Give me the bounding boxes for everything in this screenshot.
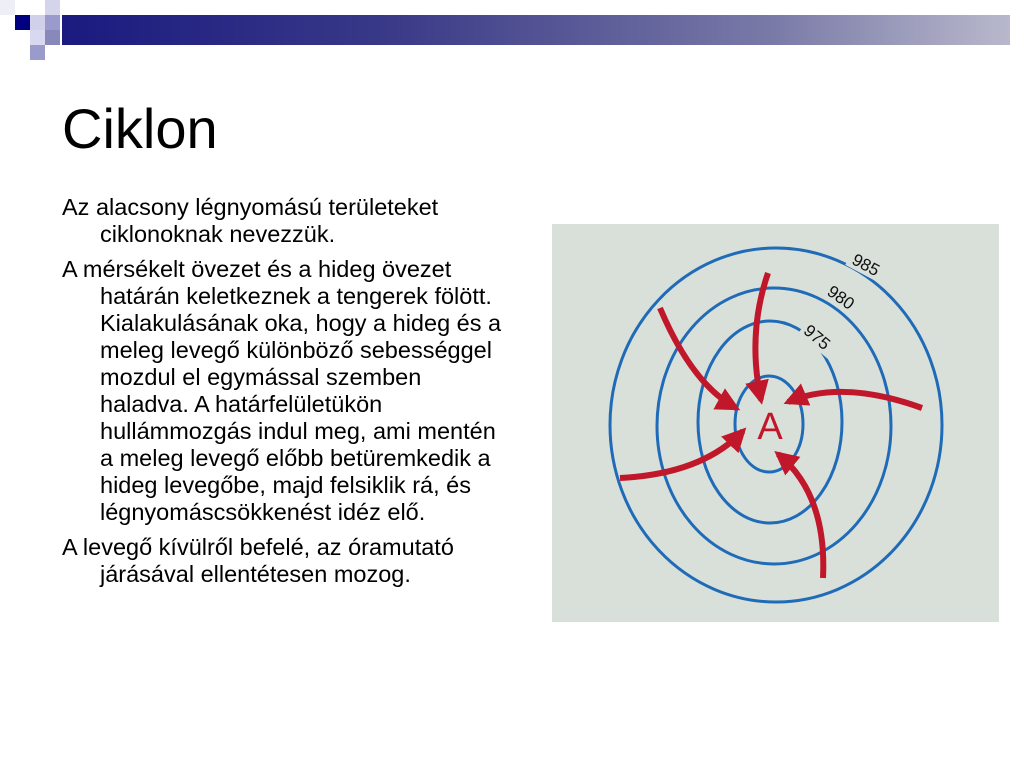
paragraph: A levegő kívülről befelé, az óramutató járásával ellentétesen mozog.	[62, 534, 454, 587]
paragraph: Az alacsony légnyomású területeket ciklonoknak nevezzük.	[62, 194, 439, 247]
decor-square	[45, 15, 60, 30]
slide-body	[62, 194, 502, 596]
isobar-label: 980	[823, 281, 858, 314]
wind-arrow	[620, 431, 743, 478]
decor-square	[45, 0, 60, 15]
center-label: A	[757, 406, 783, 448]
wind-arrow	[788, 392, 922, 408]
decor-square	[0, 0, 15, 15]
wind-arrow	[755, 273, 768, 400]
decor-square	[30, 45, 45, 60]
slide-title: Ciklon	[62, 97, 218, 160]
header-bar	[62, 15, 1010, 45]
isobar-label: 975	[799, 320, 834, 354]
decor-square	[15, 15, 30, 30]
cyclone-diagram	[552, 224, 999, 622]
decor-square	[30, 30, 45, 45]
paragraph: A mérsékelt övezet és a hideg övezet határán keletkeznek a tengerek fölött. Kialakulásának oka, hogy a hideg és a meleg levegő különböző sebességgel mozdul el egymással szemben haladva. A határfelületükön hullámmozgás indul meg, ami mentén a meleg levegő előbb betüremkedik a hideg levegőbe, majd felsiklik rá, és légnyomáscsökkenést idéz elő.	[62, 256, 502, 525]
decor-square	[45, 30, 60, 45]
decor-square	[30, 15, 45, 30]
isobar-label: 985	[848, 249, 883, 281]
